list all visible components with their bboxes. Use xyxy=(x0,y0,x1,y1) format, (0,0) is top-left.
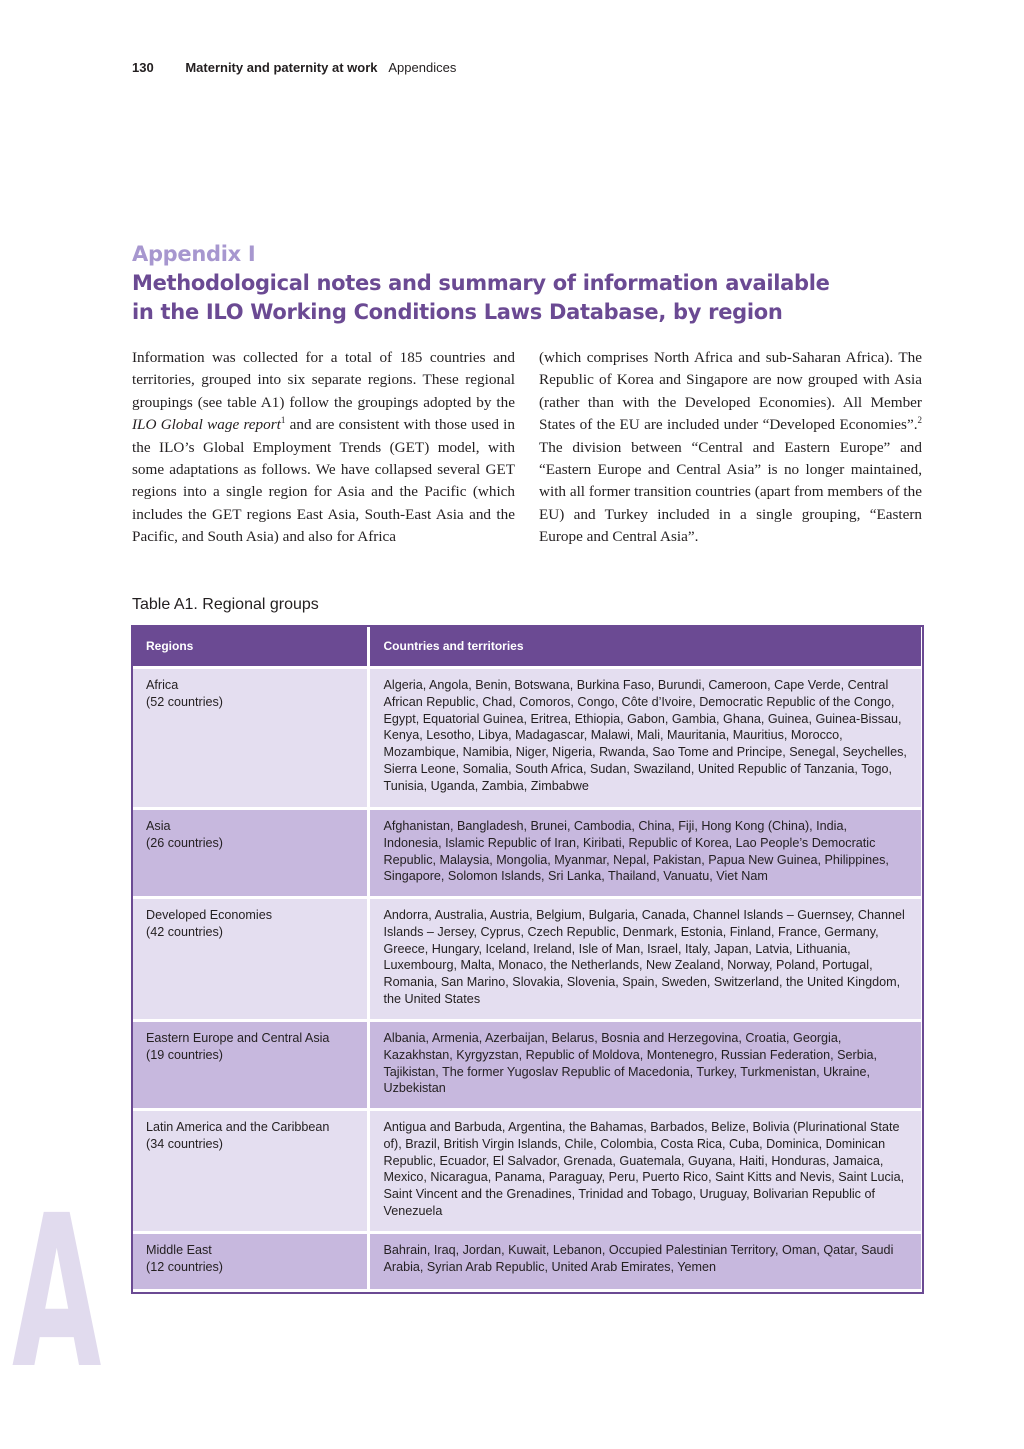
table-row xyxy=(132,1110,921,1233)
book-title: Maternity and paternity at work xyxy=(185,60,378,75)
table-row xyxy=(132,1021,921,1110)
region-cell xyxy=(132,1021,368,1110)
table-row xyxy=(132,898,921,1021)
region-name: Africa xyxy=(146,678,179,692)
body-text: Information was collected for a total of 185 countries and territories, grouped into six separate regions. These regional groupings (see table A1) follow the groupings adopted by the xyxy=(132,349,515,411)
appendix-title-line-1: Methodological notes and summary of information available xyxy=(132,271,830,295)
countries-cell: Afghanistan, Bangladesh, Brunei, Cambodia, China, Fiji, Hong Kong (China), India, Indonesia, Islamic Republic of Iran, Kiribati, Republic of Korea, Lao People’s Democratic Republic, Malaysia, Mongolia, Myanmar, Nepal, Pakistan, Papua New Guinea, Philippines, Singapore, Solomon Islands, Sri Lanka, Thailand, Vanuatu, Viet Nam xyxy=(368,809,921,898)
region-count: (19 countries) xyxy=(146,1047,223,1062)
countries-cell: Bahrain, Iraq, Jordan, Kuwait, Lebanon, Occupied Palestinian Territory, Oman, Qatar, Saudi Arabia, Syrian Arab Republic, United Arab Emirates, Yemen xyxy=(368,1233,921,1289)
appendix-title-line-2: in the ILO Working Conditions Laws Database, by region xyxy=(132,300,783,324)
region-name: Eastern Europe and Central Asia xyxy=(146,1031,330,1045)
footnote-ref-2[interactable]: 2 xyxy=(917,415,922,426)
region-count: (26 countries) xyxy=(146,835,223,850)
table-row xyxy=(132,809,921,898)
section-name: Appendices xyxy=(388,60,457,75)
regional-groups-table xyxy=(132,626,921,1289)
appendix-side-tab-letter: A xyxy=(12,1170,102,1415)
region-name: Latin America and the Caribbean xyxy=(146,1120,330,1134)
body-text: and are consistent with those used in the ILO’s Global Employment Trends (GET) model, with some adaptations as follows. We have collapsed several GET regions into a single region for Asia and the Pacific (which includes the GET regions East Asia, South-East Asia and the Pacific, and South Asia) and also for Africa xyxy=(132,416,515,546)
report-title-italic: ILO Global wage report xyxy=(132,416,281,434)
region-count: (34 countries) xyxy=(146,1136,223,1151)
region-name: Asia xyxy=(146,819,171,833)
region-count: (52 countries) xyxy=(146,694,223,709)
region-name: Middle East xyxy=(146,1243,212,1257)
body-paragraph-1 xyxy=(132,347,515,549)
body-text: (which comprises North Africa and sub-Saharan Africa). The Republic of Korea and Singapore are now grouped with Asia (rather than with the Developed Economies). All Member States of the EU are included under “Developed Economies”. xyxy=(539,349,922,434)
body-column-right xyxy=(539,347,922,549)
header-regions: Regions xyxy=(132,626,368,668)
table-row xyxy=(132,1233,921,1289)
table-header-row xyxy=(132,626,921,668)
countries-cell: Antigua and Barbuda, Argentina, the Bahamas, Barbados, Belize, Bolivia (Plurinational State of), Brazil, British Virgin Islands, Chile, Colombia, Costa Rica, Cuba, Dominica, Dominican Republic, Ecuador, El Salvador, Grenada, Guatemala, Guyana, Haiti, Honduras, Jamaica, Mexico, Nicaragua, Panama, Paraguay, Peru, Puerto Rico, Saint Kitts and Nevis, Saint Lucia, Saint Vincent and the Grenadines, Trinidad and Tobago, Uruguay, Bolivarian Republic of Venezuela xyxy=(368,1110,921,1233)
body-column-left xyxy=(132,347,515,549)
countries-cell: Albania, Armenia, Azerbaijan, Belarus, Bosnia and Herzegovina, Croatia, Georgia, Kazakhstan, Kyrgyzstan, Republic of Moldova, Montenegro, Russian Federation, Serbia, Tajikistan, The former Yugoslav Republic of Macedonia, Turkey, Turkmenistan, Ukraine, Uzbekistan xyxy=(368,1021,921,1110)
footnote-ref-1[interactable]: 1 xyxy=(280,415,286,426)
region-cell xyxy=(132,668,368,809)
body-text: The division between “Central and Eastern Europe” and “Eastern Europe and Central Asia” is no longer maintained, with all former transition countries (apart from members of the EU) and Turkey included in a single grouping, “Eastern Europe and Central Asia”. xyxy=(539,438,922,546)
header-countries: Countries and territories xyxy=(368,626,921,668)
region-count: (12 countries) xyxy=(146,1259,223,1274)
running-header xyxy=(132,60,456,75)
table-caption: Table A1. Regional groups xyxy=(132,596,319,613)
appendix-heading xyxy=(132,240,932,327)
countries-cell: Algeria, Angola, Benin, Botswana, Burkina Faso, Burundi, Cameroon, Cape Verde, Central African Republic, Chad, Comoros, Congo, Côte d’Ivoire, Democratic Republic of the Congo, Egypt, Equatorial Guinea, Eritrea, Ethiopia, Gabon, Gambia, Ghana, Guinea, Guinea-Bissau, Kenya, Lesotho, Libya, Madagascar, Malawi, Mali, Mauritania, Mauritius, Morocco, Mozambique, Namibia, Niger, Nigeria, Rwanda, Sao Tome and Principe, Senegal, Seychelles, Sierra Leone, Somalia, South Africa, Sudan, Swaziland, United Republic of Tanzania, Togo, Tunisia, Uganda, Zambia, Zimbabwe xyxy=(368,668,921,809)
region-cell xyxy=(132,809,368,898)
region-count: (42 countries) xyxy=(146,924,223,939)
region-cell xyxy=(132,898,368,1021)
region-cell xyxy=(132,1110,368,1233)
countries-cell: Andorra, Australia, Austria, Belgium, Bulgaria, Canada, Channel Islands – Guernsey, Channel Islands – Jersey, Cyprus, Czech Republic, Denmark, Estonia, Finland, France, Germany, Greece, Hungary, Iceland, Ireland, Isle of Man, Israel, Italy, Japan, Latvia, Lithuania, Luxembourg, Malta, Monaco, the Netherlands, New Zealand, Norway, Poland, Portugal, Romania, San Marino, Slovakia, Slovenia, Spain, Sweden, Switzerland, the United Kingdom, the United States xyxy=(368,898,921,1021)
body-paragraph-2 xyxy=(539,347,922,549)
region-name: Developed Economies xyxy=(146,908,273,922)
region-cell xyxy=(132,1233,368,1289)
table-row xyxy=(132,668,921,809)
page-number: 130 xyxy=(132,60,154,75)
appendix-label: Appendix I xyxy=(132,242,256,266)
